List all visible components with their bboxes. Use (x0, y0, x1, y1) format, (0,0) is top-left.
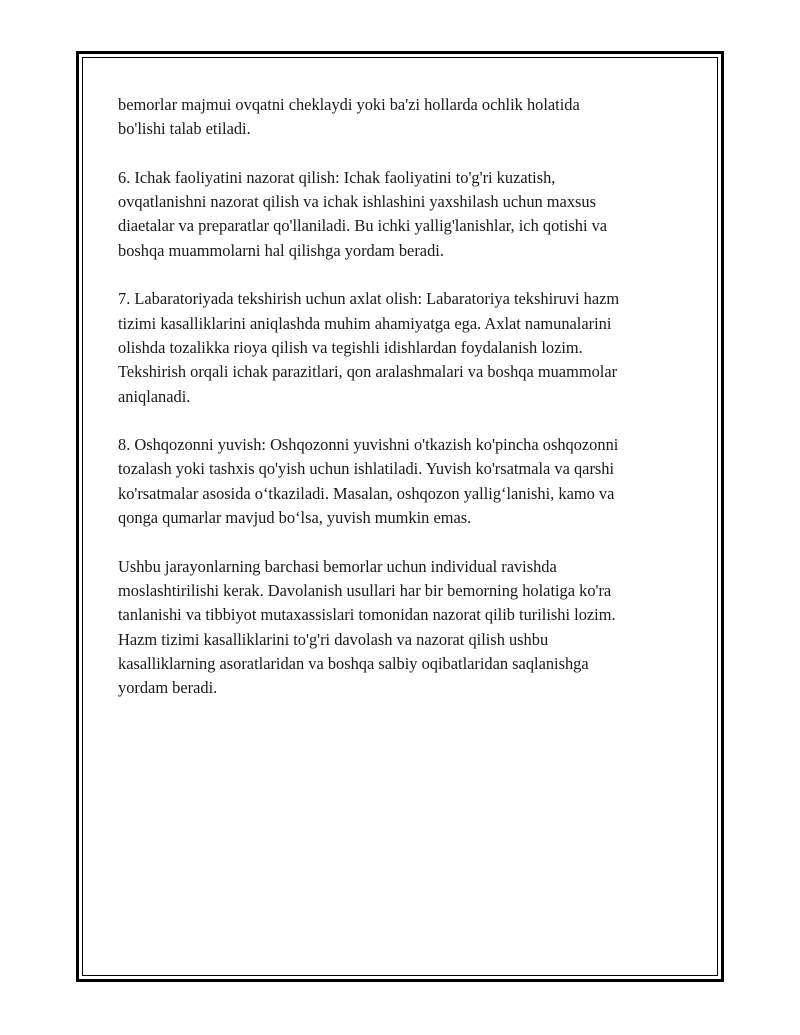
text-line: diaetalar va preparatlar qo'llaniladi. Bu ichki yallig'lanishlar, ich qotishi va (118, 216, 608, 236)
text-line: tanlanishi va tibbiyot mutaxassislari tomonidan nazorat qilib turilishi lozim. (118, 605, 616, 625)
text-line: 7. Labaratoriyada tekshirish uchun axlat olish: Labaratoriya tekshiruvi hazm (118, 289, 620, 309)
text-line: ovqatlanishni nazorat qilish va ichak ishlashini yaxshilash uchun maxsus (118, 192, 596, 212)
text-line: Ushbu jarayonlarning barchasi bemorlar uchun individual ravishda (118, 556, 557, 576)
paragraph-continuation (118, 93, 698, 142)
text-line: qonga qumarlar mavjud bo‘lsa, yuvish mumkin emas. (118, 508, 472, 528)
text-line: tozalash yoki tashxis qo'yish uchun ishlatiladi. Yuvish ko'rsatmala va qarshi (118, 459, 615, 479)
text-line: olishda tozalikka rioya qilish va tegishli idishlardan foydalanish lozim. (118, 337, 583, 357)
text-line: 8. Oshqozonni yuvish: Oshqozonni yuvishni o'tkazish ko'pincha oshqozonni (118, 435, 619, 455)
paragraph-item-8 (118, 433, 698, 530)
text-line: kasalliklarning asoratlaridan va boshqa salbiy oqibatlaridan saqlanishga (118, 653, 589, 673)
text-line: bemorlar majmui ovqatni cheklaydi yoki ba'zi hollarda ochlik holatida (118, 95, 580, 114)
text-line: 6. Ichak faoliyatini nazorat qilish: Ichak faoliyatini to'g'ri kuzatish, (118, 167, 556, 187)
paragraph-item-7 (118, 287, 698, 408)
text-line: tizimi kasalliklarini aniqlashda muhim ahamiyatga ega. Axlat namunalarini (118, 313, 612, 333)
document-body (118, 93, 698, 725)
paragraph-conclusion (118, 555, 698, 701)
text-line: moslashtirilishi kerak. Davolanish usullari har bir bemorning holatiga ko'ra (118, 580, 612, 600)
text-line: Hazm tizimi kasalliklarini to'g'ri davolash va nazorat qilish ushbu (118, 629, 549, 649)
text-line: yordam beradi. (118, 678, 218, 698)
text-line: bo'lishi talab etiladi. (118, 119, 251, 139)
text-line: Tekshirish orqali ichak parazitlari, qon aralashmalari va boshqa muammolar (118, 362, 618, 382)
text-line: boshqa muammolarni hal qilishga yordam beradi. (118, 240, 444, 260)
text-line: aniqlanadi. (118, 386, 191, 406)
text-line: ko'rsatmalar asosida o‘tkaziladi. Masalan, oshqozon yallig‘lanishi, kamo va (118, 483, 615, 503)
paragraph-item-6 (118, 166, 698, 263)
